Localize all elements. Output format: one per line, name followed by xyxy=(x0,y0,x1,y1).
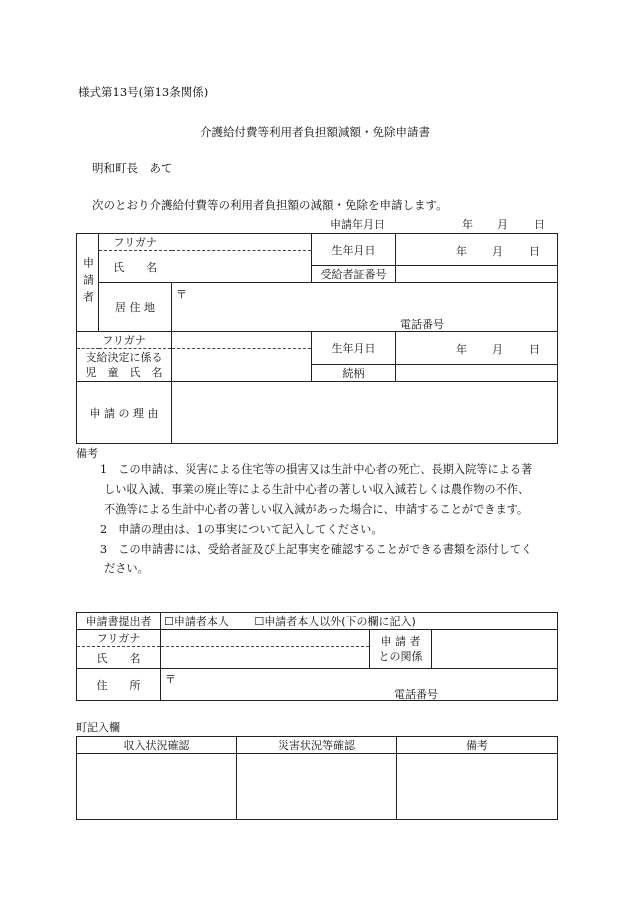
addressee: 明和町長 あて xyxy=(92,161,173,175)
child-birthdate-label: 生年月日 xyxy=(312,332,396,365)
applicant-phone-label: 電話番号 xyxy=(400,317,444,331)
intro-text: 次のとおり介護給付費等の利用者負担額の減額・免除を申請します。 xyxy=(92,198,448,212)
applicant-section-label: 申請者 xyxy=(77,234,99,332)
remarks-line-2: しい収入減、事業の廃止等による生計中心者の著しい収入減若しくは農作物の不作、 xyxy=(104,483,530,496)
applicant-birthdate-label: 生年月日 xyxy=(312,234,396,266)
submitter-name-field[interactable] xyxy=(161,647,370,669)
checkbox-other[interactable]: ☐申請者本人以外(下の欄に記入) xyxy=(254,615,416,628)
submitter-address-field[interactable] xyxy=(161,669,558,701)
remarks-line-5: 3 この申請書には、受給者証及び上記事実を確認することができる書類を添付してく xyxy=(100,543,533,556)
town-heading: 町記入欄 xyxy=(76,721,120,734)
application-date-label: 申請年月日 xyxy=(330,218,385,231)
town-remarks-field[interactable] xyxy=(397,754,558,820)
checkbox-self[interactable]: ☐申請者本人 xyxy=(164,615,229,628)
relation-label: 続柄 xyxy=(312,365,396,382)
applicant-furigana-field[interactable] xyxy=(172,234,312,251)
recipient-number-boxes[interactable] xyxy=(396,266,558,283)
child-furigana-field[interactable] xyxy=(172,332,312,349)
page-title: 介護給付費等利用者負担額減額・免除申請書 xyxy=(200,125,430,139)
remarks-line-1: 1 この申請は、災害による住宅等の損害又は生計中心者の死亡、長期入院等による著 xyxy=(100,463,533,476)
reason-field[interactable] xyxy=(172,382,558,444)
application-date-day: 日 xyxy=(534,218,545,231)
form-number: 様式第13号(第13条関係) xyxy=(78,85,209,99)
submitter-relation-label: 申 請 者 との関係 xyxy=(370,630,432,669)
applicant-birthdate-field[interactable]: 年 月 日 xyxy=(396,234,558,266)
income-check-field[interactable] xyxy=(77,754,237,820)
remarks-line-3: 不漁等による生計中心者の著しい収入減があった場合に、申請することができます。 xyxy=(104,503,529,516)
town-remarks-header: 備考 xyxy=(397,737,558,754)
applicant-furigana-label: フリガナ xyxy=(99,234,172,251)
submitter-phone-label: 電話番号 xyxy=(394,687,438,701)
submitter-name-label: 氏 名 xyxy=(77,647,161,669)
applicant-name-field[interactable] xyxy=(172,251,312,283)
child-name-label: 支給決定に係る 児 童 氏 名 xyxy=(77,349,172,382)
submitter-table xyxy=(76,612,558,701)
submitter-label: 申請書提出者 xyxy=(77,613,161,630)
application-date-month: 月 xyxy=(497,218,508,231)
reason-label: 申 請 の 理 由 xyxy=(77,382,172,444)
applicant-name-label: 氏 名 xyxy=(99,251,172,283)
submitter-options xyxy=(161,613,558,630)
remarks-line-6: ださい。 xyxy=(104,562,149,575)
town-table xyxy=(76,736,558,820)
remarks-line-4: 2 申請の理由は、1の事実について記入してください。 xyxy=(100,523,383,536)
submitter-furigana-label: フリガナ xyxy=(77,630,161,647)
application-table xyxy=(76,233,558,444)
submitter-postal-mark: 〒 xyxy=(165,672,176,686)
child-name-field[interactable] xyxy=(172,349,312,382)
disaster-check-header: 災害状況等確認 xyxy=(237,737,397,754)
disaster-check-field[interactable] xyxy=(237,754,397,820)
child-birthdate-field[interactable]: 年 月 日 xyxy=(396,332,558,365)
income-check-header: 収入状況確認 xyxy=(77,737,237,754)
recipient-number-label: 受給者証番号 xyxy=(312,266,396,283)
relation-field[interactable] xyxy=(396,365,558,382)
applicant-address-label: 居 住 地 xyxy=(99,283,172,332)
submitter-relation-field[interactable] xyxy=(432,630,558,669)
applicant-address-field[interactable] xyxy=(172,283,558,332)
remarks-heading: 備考 xyxy=(76,447,98,460)
applicant-postal-mark: 〒 xyxy=(176,287,187,301)
child-furigana-label: フリガナ xyxy=(77,332,172,349)
application-date-year: 年 xyxy=(462,218,473,231)
submitter-address-label: 住 所 xyxy=(77,669,161,701)
submitter-furigana-field[interactable] xyxy=(161,630,370,647)
